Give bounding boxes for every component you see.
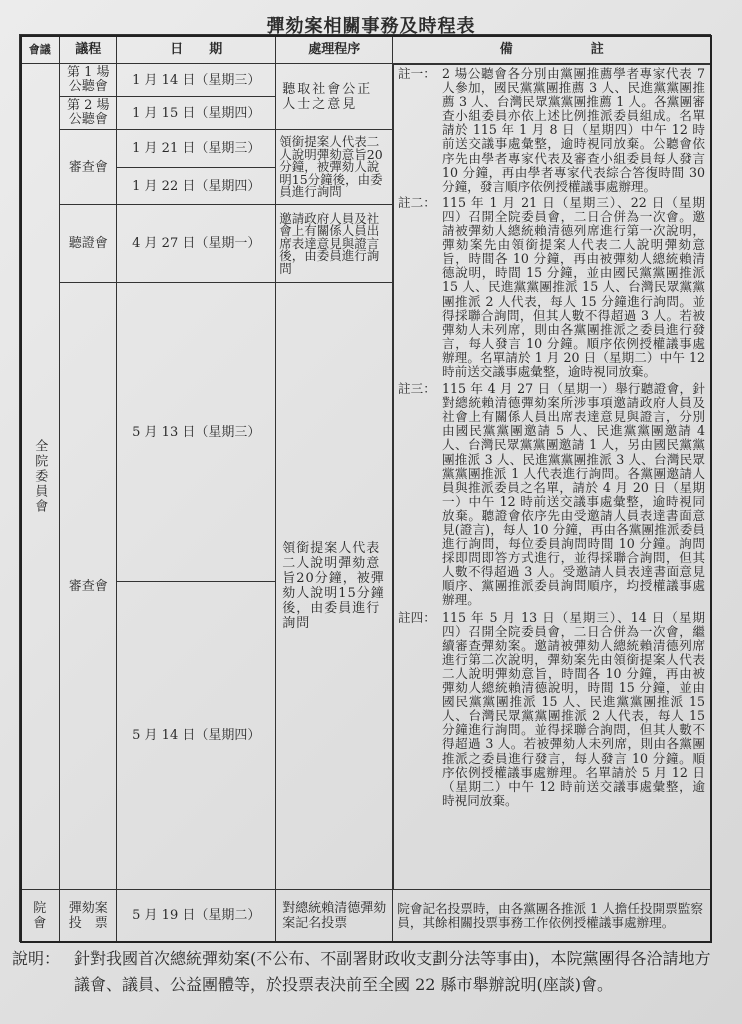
note-2 — [398, 196, 705, 379]
header-date: 日 期 — [116, 34, 276, 64]
date-vote: 5 月 19 日（星期二） — [116, 889, 276, 942]
header-agenda: 議程 — [59, 34, 117, 64]
date-row-3: 1 月 21 日（星期三） — [116, 129, 276, 168]
procedure-public-hearings: 聽取社會公正人士之意見 — [275, 63, 393, 130]
note-label: 註二： — [398, 194, 436, 210]
plenary-committee-cell — [19, 63, 60, 890]
plenary-committee-label: 全院委員會 — [32, 439, 48, 515]
note-label: 註四： — [398, 609, 436, 625]
note-text: 115 年 1 月 21 日（星期三）、22 日（星期四）召開全院委員會，二日合併為一次會。邀請被彈劾人總統賴清德列席進行第一次說明，彈劾案先由領銜提案人代表二人說明彈劾意旨，時間各 10 分鐘，再由被彈劾人總統賴清德說明，時間 15 分鐘，並由國民黨黨團推派 15 人、民進黨黨團推派 15 人、台灣民眾黨黨團推派 2 人代表，每人 15 分鐘進行詢問。並得採聯合詢問，但其人數不得超過 3 人。若被彈劾人未列席，則由各黨團推派之委員進行發言，每人發言 10 分鐘。順序依例授權議事處辦理。名單請於 1 月 20 日（星期二）中午 12 時前送交議事處彙整，逾時視同放棄。 — [442, 194, 705, 379]
header-meeting: 會議 — [19, 34, 60, 64]
agenda-review-1: 審查會 — [59, 129, 117, 205]
procedure-review-2: 領銜提案人代表二人說明彈劾意旨20分鐘，被彈劾人說明15分鐘後，由委員進行詢問 — [275, 282, 393, 890]
header-procedure: 處理程序 — [275, 34, 393, 64]
note-4 — [398, 611, 705, 808]
agenda-vote: 彈劾案投 票 — [59, 889, 117, 942]
page-title: 彈劾案相關事務及時程表 — [266, 16, 476, 37]
procedure-vote: 對總統賴清德彈劾案記名投票 — [275, 889, 393, 942]
note-text: 115 年 5 月 13 日（星期三）、14 日（星期四）召開全院委員會，二日合併為一次會，繼續審查彈劾案。邀請被彈劾人總統賴清德列席進行第二次說明，彈劾案先由領銜提案人代表二人說明彈劾意旨，時間各 10 分鐘，再由被彈劾人總統賴清德說明，時間 15 分鐘，並由國民黨黨團推派 15 人、民進黨黨團推派 15 人、台灣民眾黨黨團推派 2 人代表，每人 15 分鐘進行詢問。並得採聯合詢問，但其人數不得超過 3 人。若被彈劾人未列席，則由各黨團推派之委員進行發言，每人發言 10 分鐘。順序依例授權議事處辦理。名單請於 5 月 12 日（星期二）中午 12 時前送交議事處彙整，逾時視同放棄。 — [442, 609, 705, 808]
footer-label: 說明： — [12, 949, 61, 968]
procedure-hearing: 邀請政府人員及社會上有關係人員出席表達意見與證言後，由委員進行詢問 — [275, 204, 393, 283]
note-3 — [398, 382, 705, 608]
date-row-1: 1 月 14 日（星期三） — [116, 63, 276, 97]
remarks-cell — [393, 64, 712, 890]
note-label: 註三： — [398, 381, 436, 397]
note-text: 115 年 4 月 27 日（星期一）舉行聽證會，針對總統賴清德彈劾案所涉事項邀請政府人員及社會上有關係人員出席表達意見與證言，分別由國民黨黨團邀請 5 人、民進黨黨團邀請 4 人、台灣民眾黨黨團邀請 1 人，另由國民黨黨團推派 3 人、民進黨黨團推派 3 人、台灣民眾黨黨團推派 1 人代表進行詢問。各黨團邀請人員與推派委員之名單，請於 4 月 20 日（星期一）中午 12 時前送交議事處彙整，逾時視同放棄。聽證會依序先由受邀請人員表達書面意見(證言)，每人 10 分鐘，再由各黨團推派委員進行詢問，每位委員詢問時間 10 分鐘。詢問採即問即答方式進行，並得採聯合詢問，但其人數不得超過 3 人。受邀請人員表達書面意見順序、黨團推派委員詢問順序，均授權議事處辦理。 — [442, 381, 705, 608]
date-row-2: 1 月 15 日（星期四） — [116, 96, 276, 130]
agenda-review-2: 審查會 — [59, 282, 117, 890]
agenda-hearing: 聽證會 — [59, 204, 117, 283]
header-remarks: 備 註 — [392, 34, 711, 64]
meeting-plenary-session: 院會 — [19, 889, 60, 942]
footer-text: 針對我國首次總統彈劾案(不公布、不副署財政收支劃分法等事由)，本院黨團得各洽請地方議會、議員、公益團體等，於投票表決前至全國 22 縣市舉辦說明(座談)會。 — [74, 949, 711, 994]
footer-explanation — [12, 946, 732, 998]
date-hearing: 4 月 27 日（星期一） — [116, 204, 276, 283]
remarks-vote: 院會記名投票時，由各黨團各推派 1 人擔任投開票監察員，其餘相關投票事務工作依例授權議事處辦理。 — [392, 889, 711, 942]
procedure-review-1: 領銜提案人代表二人說明彈劾意旨20分鐘，被彈劾人說明15分鐘後，由委員進行詢問 — [275, 129, 393, 205]
date-row-4: 1 月 22 日（星期四） — [116, 167, 276, 205]
note-1 — [398, 67, 705, 194]
date-row-6: 5 月 13 日（星期三） — [116, 282, 276, 582]
note-text: 2 場公聽會各分別由黨團推薦學者專家代表 7 人參加，國民黨黨團推薦 3 人、民進黨黨團推薦 3 人、台灣民眾黨黨團推薦 1 人。各黨團審查小組委員亦依上述比例推派委員組成。名單請於 115 年 1 月 8 日（星期四）中午 12 時前送交議事處彙整，逾時視同放棄。公聽會依序先由學者專家代表及審查小組委員每人發言 10 分鐘，再由學者專家代表綜合答復時間 30 分鐘，發言順序依例授權議事處辦理。 — [442, 66, 705, 194]
agenda-hearing-1: 第 1 場公聽會 — [59, 63, 117, 97]
agenda-hearing-2: 第 2 場公聽會 — [59, 96, 117, 130]
note-label: 註一： — [398, 66, 436, 81]
date-row-7: 5 月 14 日（星期四） — [116, 581, 276, 890]
